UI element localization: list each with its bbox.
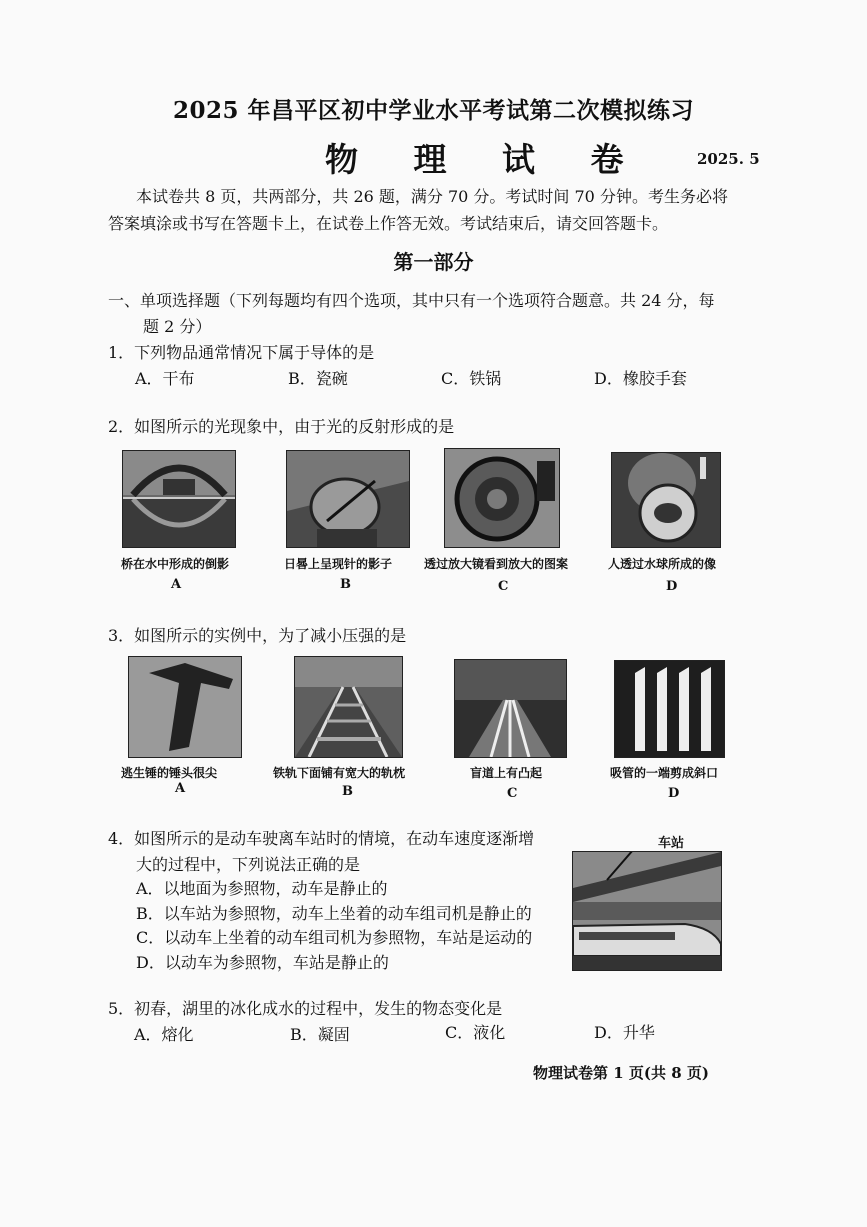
q3-caption-a: 逃生锤的锤头很尖 bbox=[121, 766, 218, 780]
q1-option-b: B．瓷碗 bbox=[288, 369, 348, 388]
q3-letter-c: C bbox=[507, 786, 518, 801]
q2-stem: 2．如图所示的光现象中，由于光的反射形成的是 bbox=[108, 417, 455, 436]
q2-caption-b: 日晷上呈现针的影子 bbox=[284, 557, 393, 571]
q4-option-c: C．以动车上坐着的动车组司机为参照物，车站是运动的 bbox=[136, 928, 533, 947]
q3-figure-c-tactile-paving bbox=[454, 659, 567, 758]
q2-caption-a: 桥在水中形成的倒影 bbox=[121, 557, 230, 571]
q2-figure-c-magnifier bbox=[444, 448, 560, 548]
q5-option-d: D．升华 bbox=[594, 1023, 655, 1042]
q3-figure-d-straws bbox=[614, 660, 725, 758]
section-heading-line-1: 一、单项选择题（下列每题均有四个选项，其中只有一个选项符合题意。共 24 分，每 bbox=[108, 291, 715, 310]
exam-title: 2025 年昌平区初中学业水平考试第二次模拟练习 bbox=[172, 97, 695, 124]
q1-option-a: A．干布 bbox=[135, 369, 195, 388]
q2-figure-d-water-ball bbox=[611, 452, 721, 548]
instructions-line-1: 本试卷共 8 页，共两部分，共 26 题，满分 70 分。考试时间 70 分钟。考生务必将 bbox=[136, 187, 728, 206]
q2-letter-c: C bbox=[498, 579, 509, 594]
q4-option-a: A．以地面为参照物，动车是静止的 bbox=[136, 879, 388, 898]
q1-stem: 1．下列物品通常情况下属于导体的是 bbox=[108, 343, 375, 362]
q5-option-b: B．凝固 bbox=[290, 1025, 350, 1044]
instructions-line-2: 答案填涂或书写在答题卡上，在试卷上作答无效。考试结束后，请交回答题卡。 bbox=[108, 214, 669, 233]
q2-caption-c: 透过放大镜看到放大的图案 bbox=[424, 557, 569, 571]
q3-stem: 3．如图所示的实例中，为了减小压强的是 bbox=[108, 626, 407, 645]
q3-caption-c: 盲道上有凸起 bbox=[470, 766, 543, 780]
q1-option-c: C．铁锅 bbox=[441, 369, 502, 388]
q3-caption-b: 铁轨下面铺有宽大的轨枕 bbox=[273, 766, 406, 780]
q3-figure-a-escape-hammer bbox=[128, 656, 242, 758]
paper-subtitle: 物 理 试 卷 bbox=[325, 140, 646, 179]
q4-option-d: D．以动车为参照物，车站是静止的 bbox=[136, 953, 389, 972]
q4-stem-line-1: 4．如图所示的是动车驶离车站时的情境，在动车速度逐渐增 bbox=[108, 829, 535, 848]
exam-date: 2025. 5 bbox=[697, 150, 760, 168]
q3-letter-d: D bbox=[668, 786, 680, 801]
q4-figure-label: 车站 bbox=[658, 836, 685, 851]
q5-option-c: C．液化 bbox=[445, 1023, 506, 1042]
q2-letter-a: A bbox=[171, 577, 182, 592]
q4-stem-line-2: 大的过程中，下列说法正确的是 bbox=[136, 855, 361, 874]
q4-option-b: B．以车站为参照物，动车上坐着的动车组司机是静止的 bbox=[136, 904, 532, 923]
q2-caption-d: 人透过水球所成的像 bbox=[608, 557, 717, 571]
q2-figure-a-bridge-reflection bbox=[122, 450, 236, 548]
part-title: 第一部分 bbox=[393, 250, 474, 274]
section-heading-line-2: 题 2 分） bbox=[143, 317, 212, 336]
q3-caption-d: 吸管的一端剪成斜口 bbox=[610, 766, 719, 780]
q2-letter-d: D bbox=[666, 579, 678, 594]
q1-option-d: D．橡胶手套 bbox=[594, 369, 687, 388]
q2-figure-b-sundial bbox=[286, 450, 410, 548]
page-footer: 物理试卷第 1 页(共 8 页) bbox=[533, 1064, 709, 1082]
q5-option-a: A．熔化 bbox=[134, 1025, 194, 1044]
q3-figure-b-rail-sleepers bbox=[294, 656, 403, 758]
q2-letter-b: B bbox=[340, 577, 351, 592]
q4-figure-train-station bbox=[572, 851, 722, 971]
q3-letter-b: B bbox=[342, 784, 353, 799]
q3-letter-a: A bbox=[175, 781, 186, 796]
q5-stem: 5．初春，湖里的冰化成水的过程中，发生的物态变化是 bbox=[108, 999, 503, 1018]
